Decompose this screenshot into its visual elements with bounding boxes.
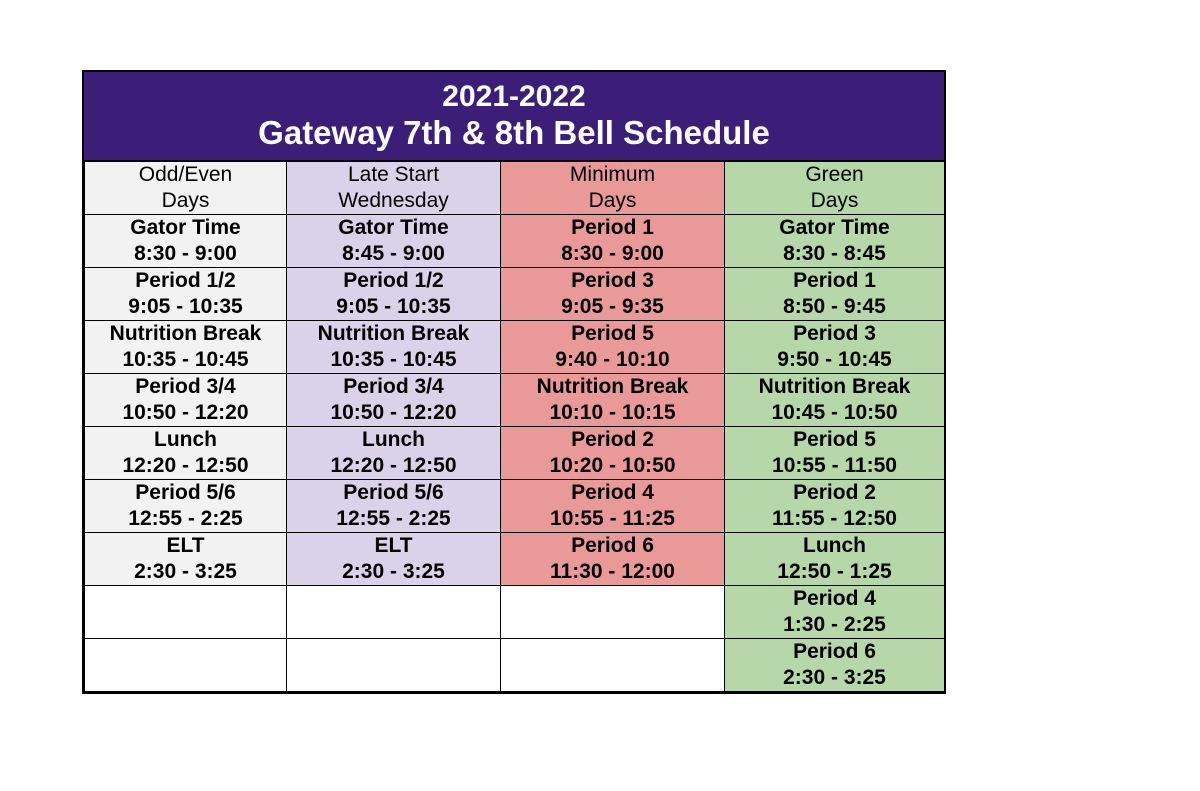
- header-line: Days: [588, 189, 637, 212]
- block-time: 12:55 - 2:25: [128, 507, 243, 530]
- block-name: Period 3: [793, 322, 876, 345]
- empty-cell: [287, 639, 501, 692]
- block-name: Lunch: [362, 428, 425, 451]
- schedule-cell-odd-even: [85, 374, 287, 427]
- block-name: Lunch: [154, 428, 217, 451]
- block-time: 12:20 - 12:50: [122, 454, 249, 477]
- schedule-row: [85, 480, 945, 533]
- block-name: Period 5: [571, 322, 654, 345]
- schedule-cell-minimum: [501, 480, 725, 533]
- block-time: 9:05 - 10:35: [128, 295, 243, 318]
- schedule-cell-late-start: [287, 533, 501, 586]
- block-name: Period 4: [793, 587, 876, 610]
- schedule-cell-green: [725, 533, 945, 586]
- header-line: Odd/Even: [138, 163, 233, 186]
- block-name: Period 1: [571, 216, 654, 239]
- schedule-cell-odd-even: [85, 427, 287, 480]
- schedule-year: 2021-2022: [442, 80, 586, 113]
- schedule-cell-odd-even: [85, 480, 287, 533]
- block-time: 2:30 - 3:25: [134, 560, 237, 583]
- schedule-row: [85, 374, 945, 427]
- block-time: 8:30 - 9:00: [134, 242, 237, 265]
- block-time: 1:30 - 2:25: [783, 613, 886, 636]
- block-time: 9:50 - 10:45: [777, 348, 892, 371]
- block-name: Period 2: [793, 481, 876, 504]
- block-time: 9:05 - 9:35: [561, 295, 664, 318]
- block-name: Period 6: [571, 534, 654, 557]
- schedule-cell-green: [725, 268, 945, 321]
- block-name: Period 2: [571, 428, 654, 451]
- block-name: Period 5/6: [343, 481, 444, 504]
- block-time: 2:30 - 3:25: [342, 560, 445, 583]
- block-name: Period 4: [571, 481, 654, 504]
- block-time: 10:35 - 10:45: [330, 348, 457, 371]
- empty-cell: [85, 586, 287, 639]
- schedule-row: [85, 321, 945, 374]
- block-time: 12:55 - 2:25: [336, 507, 451, 530]
- block-time: 10:55 - 11:50: [772, 454, 897, 477]
- header-green: [725, 162, 945, 215]
- block-name: Period 1/2: [135, 269, 236, 292]
- schedule-cell-late-start: [287, 321, 501, 374]
- header-line: Days: [161, 189, 210, 212]
- block-time: 11:30 - 12:00: [550, 560, 675, 583]
- title-banner: [84, 72, 944, 161]
- schedule-row: [85, 427, 945, 480]
- block-time: 8:30 - 8:45: [783, 242, 886, 265]
- schedule-row: [85, 215, 945, 268]
- empty-cell: [287, 586, 501, 639]
- schedule-cell-odd-even: [85, 268, 287, 321]
- schedule-cell-minimum: [501, 533, 725, 586]
- bell-schedule-table: [82, 70, 946, 694]
- schedule-cell-green: [725, 586, 945, 639]
- header-row: [85, 162, 945, 215]
- block-time: 8:45 - 9:00: [342, 242, 445, 265]
- schedule-title: Gateway 7th & 8th Bell Schedule: [258, 114, 770, 151]
- header-line: Late Start: [347, 163, 440, 186]
- block-name: Period 3: [571, 269, 654, 292]
- schedule-cell-late-start: [287, 427, 501, 480]
- schedule-cell-odd-even: [85, 321, 287, 374]
- empty-cell: [85, 639, 287, 692]
- schedule-cell-late-start: [287, 374, 501, 427]
- header-line: Days: [810, 189, 859, 212]
- schedule-cell-minimum: [501, 374, 725, 427]
- block-time: 10:35 - 10:45: [122, 348, 249, 371]
- block-name: Period 1: [793, 269, 876, 292]
- schedule-row: [85, 268, 945, 321]
- block-name: Period 1/2: [343, 269, 444, 292]
- block-name: Period 5/6: [135, 481, 236, 504]
- block-time: 2:30 - 3:25: [783, 666, 886, 689]
- schedule-cell-odd-even: [85, 215, 287, 268]
- schedule-row: [85, 586, 945, 639]
- header-late-start: [287, 162, 501, 215]
- schedule-cell-minimum: [501, 321, 725, 374]
- block-time: 12:50 - 1:25: [777, 560, 892, 583]
- empty-cell: [501, 586, 725, 639]
- schedule-cell-green: [725, 374, 945, 427]
- block-name: Nutrition Break: [536, 375, 689, 398]
- block-name: Gator Time: [130, 216, 241, 239]
- schedule-grid: [84, 161, 945, 692]
- block-name: Nutrition Break: [317, 322, 470, 345]
- block-name: Period 5: [793, 428, 876, 451]
- empty-cell: [501, 639, 725, 692]
- schedule-row: [85, 639, 945, 692]
- block-time: 8:50 - 9:45: [783, 295, 886, 318]
- block-name: Gator Time: [779, 216, 890, 239]
- block-time: 10:45 - 10:50: [771, 401, 898, 424]
- block-time: 10:50 - 12:20: [122, 401, 249, 424]
- schedule-cell-minimum: [501, 215, 725, 268]
- schedule-cell-green: [725, 321, 945, 374]
- block-name: Period 6: [793, 640, 876, 663]
- block-time: 8:30 - 9:00: [561, 242, 664, 265]
- block-time: 10:50 - 12:20: [330, 401, 457, 424]
- header-line: Minimum: [569, 163, 656, 186]
- block-time: 12:20 - 12:50: [330, 454, 457, 477]
- schedule-cell-late-start: [287, 480, 501, 533]
- schedule-cell-minimum: [501, 268, 725, 321]
- header-odd-even: [85, 162, 287, 215]
- block-name: Period 3/4: [135, 375, 236, 398]
- schedule-cell-minimum: [501, 427, 725, 480]
- block-time: 9:05 - 10:35: [336, 295, 451, 318]
- schedule-cell-green: [725, 427, 945, 480]
- schedule-cell-late-start: [287, 215, 501, 268]
- schedule-cell-green: [725, 480, 945, 533]
- schedule-row: [85, 533, 945, 586]
- schedule-cell-late-start: [287, 268, 501, 321]
- schedule-cell-odd-even: [85, 533, 287, 586]
- block-name: Lunch: [803, 534, 866, 557]
- block-name: Nutrition Break: [109, 322, 262, 345]
- block-name: ELT: [166, 534, 205, 557]
- block-name: Gator Time: [338, 216, 449, 239]
- block-time: 11:55 - 12:50: [772, 507, 897, 530]
- block-time: 10:55 - 11:25: [550, 507, 675, 530]
- block-time: 9:40 - 10:10: [555, 348, 670, 371]
- header-line: Green: [805, 163, 864, 186]
- schedule-cell-green: [725, 639, 945, 692]
- block-name: ELT: [374, 534, 413, 557]
- header-minimum: [501, 162, 725, 215]
- schedule-cell-green: [725, 215, 945, 268]
- block-name: Period 3/4: [343, 375, 444, 398]
- header-line: Wednesday: [338, 189, 449, 212]
- block-time: 10:10 - 10:15: [549, 401, 676, 424]
- block-time: 10:20 - 10:50: [549, 454, 676, 477]
- block-name: Nutrition Break: [758, 375, 911, 398]
